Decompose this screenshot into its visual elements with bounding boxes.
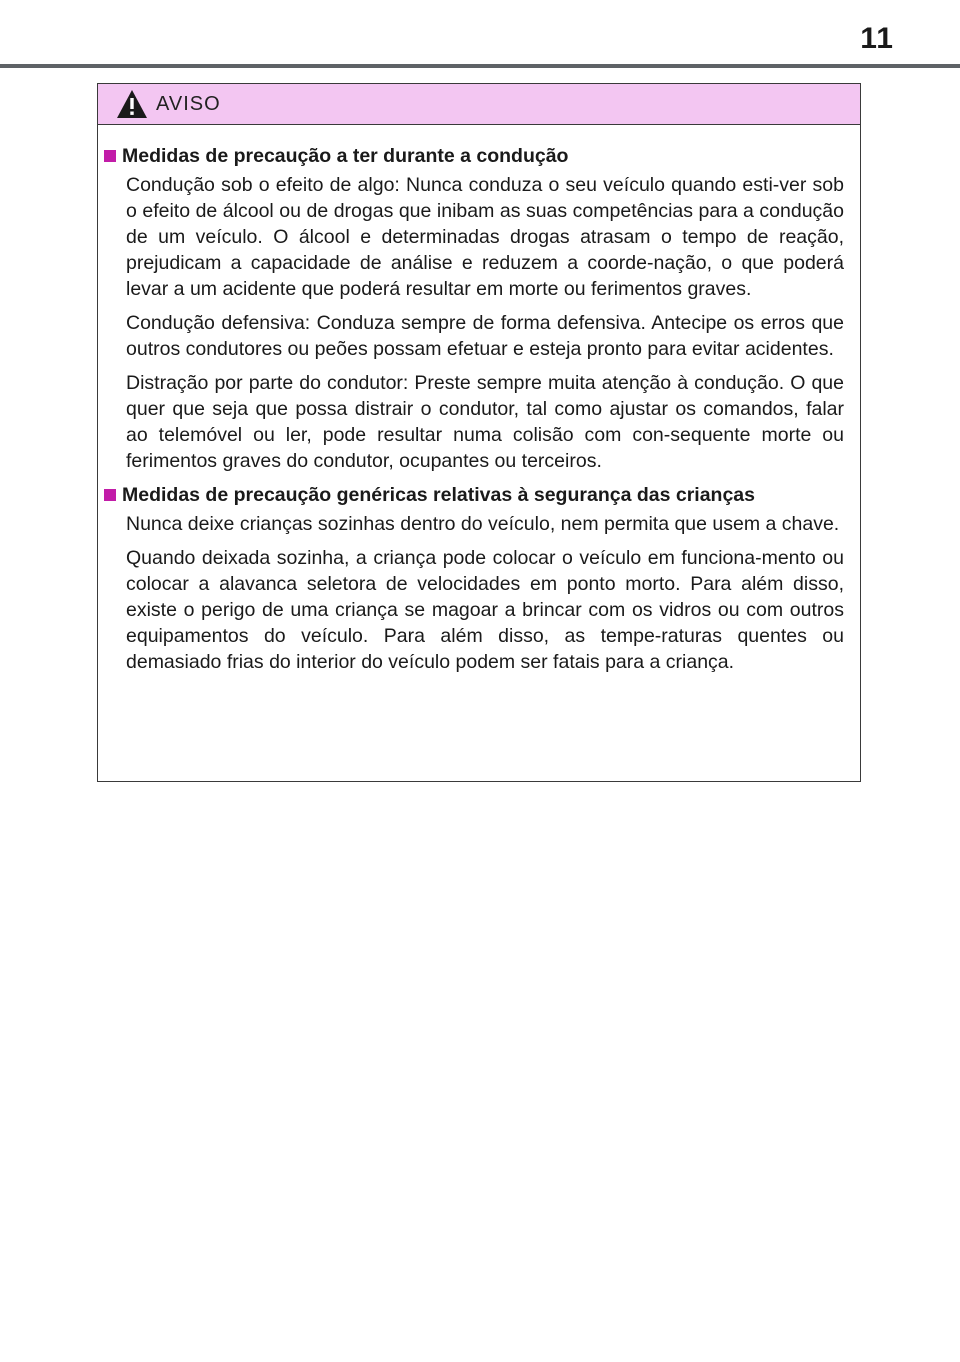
page-number: 11	[860, 22, 894, 55]
section-child-safety	[104, 482, 844, 675]
section-driving-precautions	[104, 143, 844, 474]
paragraph-child-dangers: Quando deixada sozinha, a criança pode colocar o veículo em funciona-mento ou colocar a alavanca seletora de velocidades em ponto morto. Para além disso, existe o perigo de uma criança se magoar a brincar com os vidros ou com outros equipamentos do veículo. Para além disso, as tempe-raturas quentes ou demasiado frias do interior do veículo podem ser fatais para a criança.	[126, 547, 844, 673]
warning-title: AVISO	[156, 92, 221, 115]
warning-triangle-icon	[116, 89, 148, 119]
paragraph-defensive-driving: Condução defensiva: Conduza sempre de forma defensiva. Antecipe os erros que outros condutores ou peões possam efetuar e esteja pronto para evitar acidentes.	[126, 312, 844, 360]
section-heading-text: Medidas de precaução genéricas relativas à segurança das crianças	[122, 484, 755, 506]
section-heading	[104, 143, 844, 169]
paragraph-children-alone: Nunca deixe crianças sozinhas dentro do veículo, nem permita que usem a chave.	[126, 513, 840, 535]
section-heading-text: Medidas de precaução a ter durante a condução	[122, 145, 569, 167]
section-heading	[104, 482, 844, 508]
warning-body	[98, 125, 860, 675]
warning-box	[97, 83, 861, 782]
paragraph-driver-distraction: Distração por parte do condutor: Preste sempre muita atenção à condução. O que quer que seja que possa distrair o condutor, tal como ajustar os comandos, falar ao telemóvel ou ler, pode resultar numa colisão com con-sequente morte ou ferimentos graves do condutor, ocupantes ou terceiros.	[126, 372, 844, 472]
warning-header	[98, 84, 860, 125]
paragraph-impaired-driving: Condução sob o efeito de algo: Nunca conduza o seu veículo quando esti-ver sob o efeito de álcool ou de drogas que inibam as suas competências para a condução de um veículo. O álcool e determinadas drogas atrasam o tempo de reação, prejudicam a capacidade de análise e reduzem a coorde-nação, o que poderá levar a um acidente que poderá resultar em morte ou ferimentos graves.	[126, 174, 844, 300]
square-bullet-icon	[104, 489, 116, 501]
header-rule	[0, 64, 960, 68]
square-bullet-icon	[104, 150, 116, 162]
